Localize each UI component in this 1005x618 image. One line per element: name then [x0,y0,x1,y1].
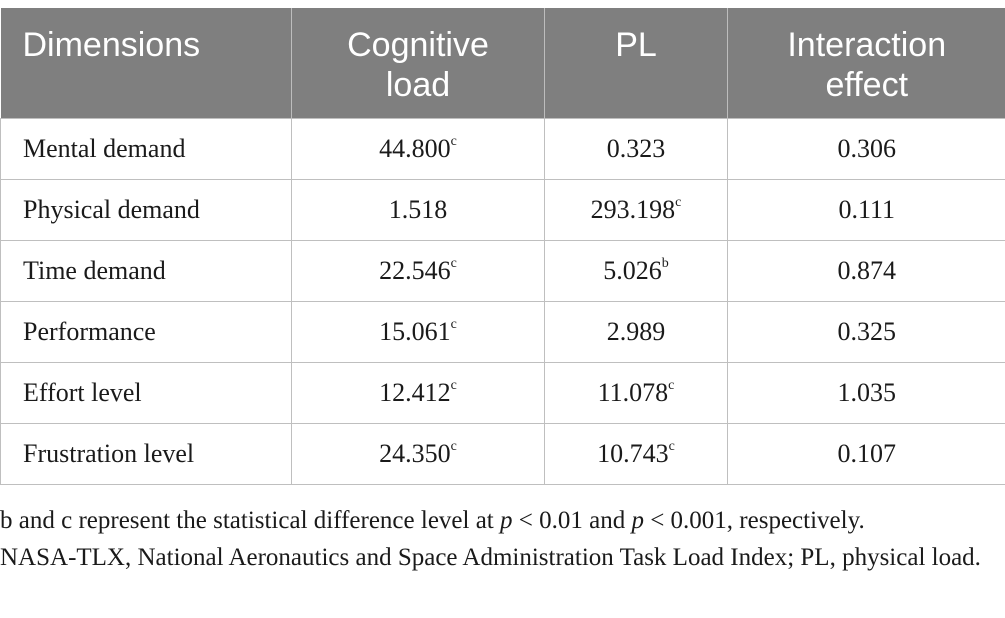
cell-interaction-effect: 0.107 [728,423,1005,484]
value: 12.412 [379,377,451,407]
table-row [1,240,1005,301]
nasa-tlx-results-table [0,8,1005,485]
cell-pl [545,179,728,240]
footnote-text: b and c represent the statistical difference level at [0,507,500,534]
value: 11.078 [597,377,669,407]
cell-interaction-effect: 0.325 [728,301,1005,362]
cell-pl [545,118,728,179]
header-interaction-effect: Interaction effect [728,8,1005,118]
value: 10.743 [597,438,669,468]
significance-mark: c [450,255,457,271]
value: 5.026 [603,255,662,285]
cell-cognitive-load [292,179,545,240]
cell-dimension: Mental demand [1,118,292,179]
cell-cognitive-load [292,301,545,362]
p-symbol: p [631,507,644,534]
cell-dimension: Frustration level [1,423,292,484]
footnote-significance [0,502,1000,539]
significance-mark: b [661,255,669,271]
significance-mark: c [668,438,675,454]
cell-dimension: Time demand [1,240,292,301]
cell-interaction-effect: 0.111 [728,179,1005,240]
footnote-abbreviations: NASA-TLX, National Aeronautics and Space Administration Task Load Index; PL, physical load. [0,544,981,571]
significance-mark: c [675,194,682,210]
value: 2.989 [606,316,666,346]
cell-pl [545,423,728,484]
cell-cognitive-load [292,240,545,301]
cell-pl [545,301,728,362]
value: 44.800 [379,133,451,163]
cell-cognitive-load [292,118,545,179]
significance-mark: c [450,438,457,454]
header-dimensions: Dimensions [1,8,292,118]
p-symbol: p [500,507,513,534]
header-cognitive-load: Cognitive load [292,8,545,118]
significance-mark: c [450,377,457,393]
significance-mark: c [668,377,675,393]
cell-cognitive-load [292,423,545,484]
value: 1.518 [388,194,448,224]
cell-cognitive-load [292,362,545,423]
value: 15.061 [379,316,451,346]
value: 22.546 [379,255,451,285]
cell-dimension: Physical demand [1,179,292,240]
cell-interaction-effect: 0.874 [728,240,1005,301]
cell-pl [545,240,728,301]
cell-dimension: Effort level [1,362,292,423]
value: 0.323 [606,133,666,163]
value: 24.350 [379,438,451,468]
cell-interaction-effect: 1.035 [728,362,1005,423]
header-pl: PL [545,8,728,118]
value: 293.198 [590,194,676,224]
footnote-text: < 0.001, respectively. [643,507,865,534]
significance-mark: c [450,316,457,332]
cell-interaction-effect: 0.306 [728,118,1005,179]
cell-dimension: Performance [1,301,292,362]
table-row [1,423,1005,484]
cell-pl [545,362,728,423]
footnote-text: < 0.01 and [512,507,632,534]
table-row [1,179,1005,240]
table-footnotes [0,502,1000,576]
table-row [1,301,1005,362]
table-row [1,118,1005,179]
table-header-row [1,8,1005,118]
results-table-container [0,8,1005,485]
significance-mark: c [450,133,457,149]
table-row [1,362,1005,423]
